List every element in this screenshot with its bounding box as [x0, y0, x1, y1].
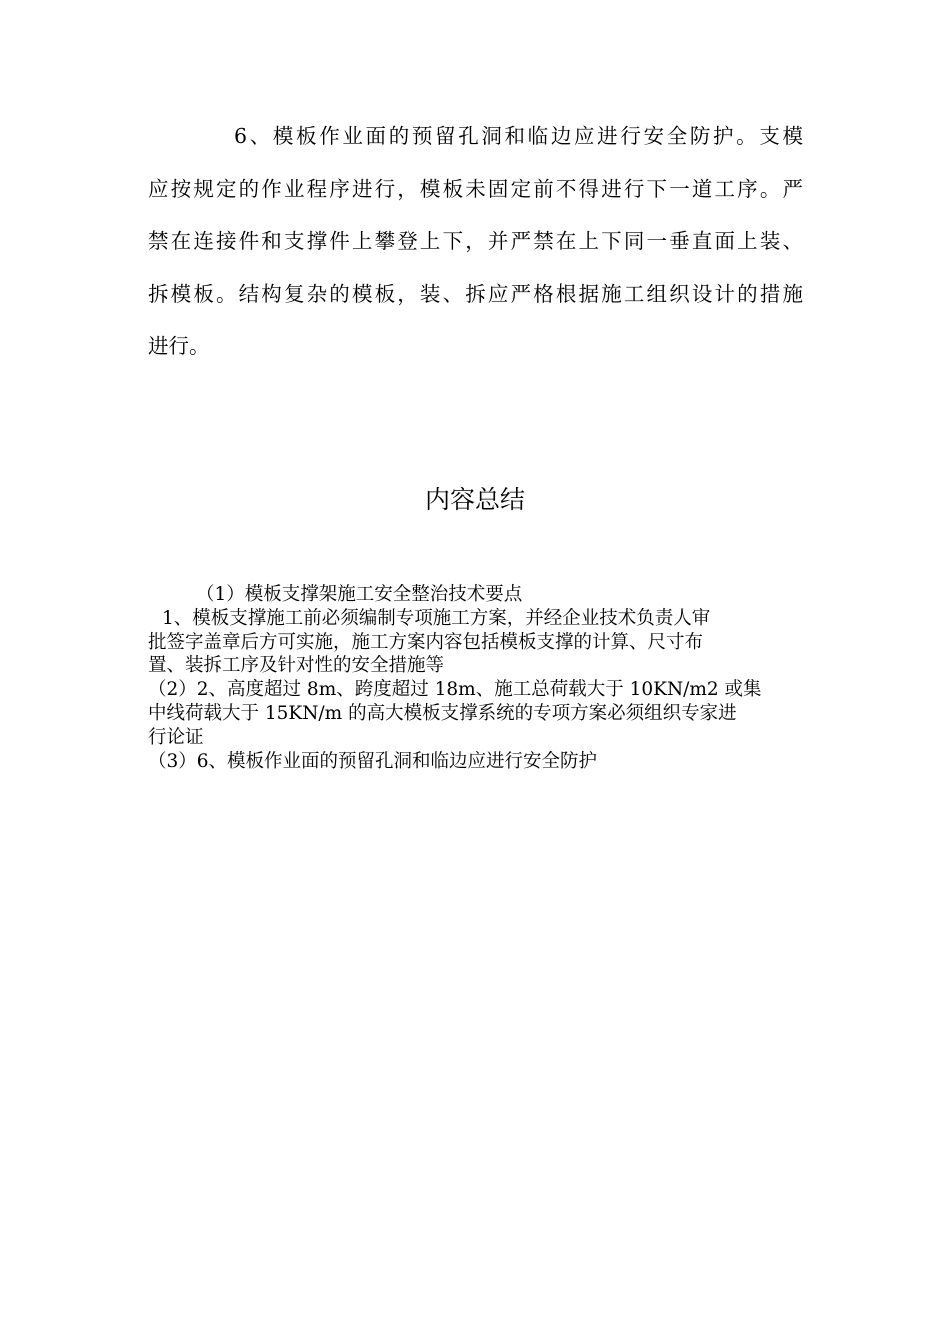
paragraph-line: 6、模板作业面的预留孔洞和临边应进行安全防护。支模: [234, 124, 803, 148]
summary-line: 置、装拆工序及针对性的安全措施等: [148, 655, 445, 677]
summary-line: 批签字盖章后方可实施，施工方案内容包括模板支撑的计算、尺寸布: [148, 631, 704, 653]
summary-title: 内容总结: [424, 485, 525, 514]
paragraph-line: 禁在连接件和支撑件上攀登上下，并严禁在上下同一垂直面上装、: [148, 229, 803, 253]
paragraph-line: 进行。: [148, 334, 210, 358]
summary-line: （3）6、模板作业面的预留孔洞和临边应进行安全防护: [148, 750, 598, 772]
summary-content: [148, 583, 808, 773]
summary-line: 行论证: [148, 726, 204, 748]
summary-line: 中线荷载大于 15KN/m 的高大模板支撑系统的专项方案必须组织专家进: [148, 702, 737, 724]
paragraph-line: 拆模板。结构复杂的模板，装、拆应严格根据施工组织设计的措施: [148, 281, 803, 306]
summary-line: 1、模板支撑施工前必须编制专项施工方案，并经企业技术负责人审: [162, 607, 711, 629]
paragraph-line: 应按规定的作业程序进行，模板未固定前不得进行下一道工序。严: [148, 176, 803, 201]
summary-line: （2）2、高度超过 8m、跨度超过 18m、施工总荷载大于 10KN/m2 或集: [148, 679, 762, 701]
body-paragraph: [148, 110, 803, 373]
summary-line: （1）模板支撑架施工安全整治技术要点: [196, 584, 523, 605]
